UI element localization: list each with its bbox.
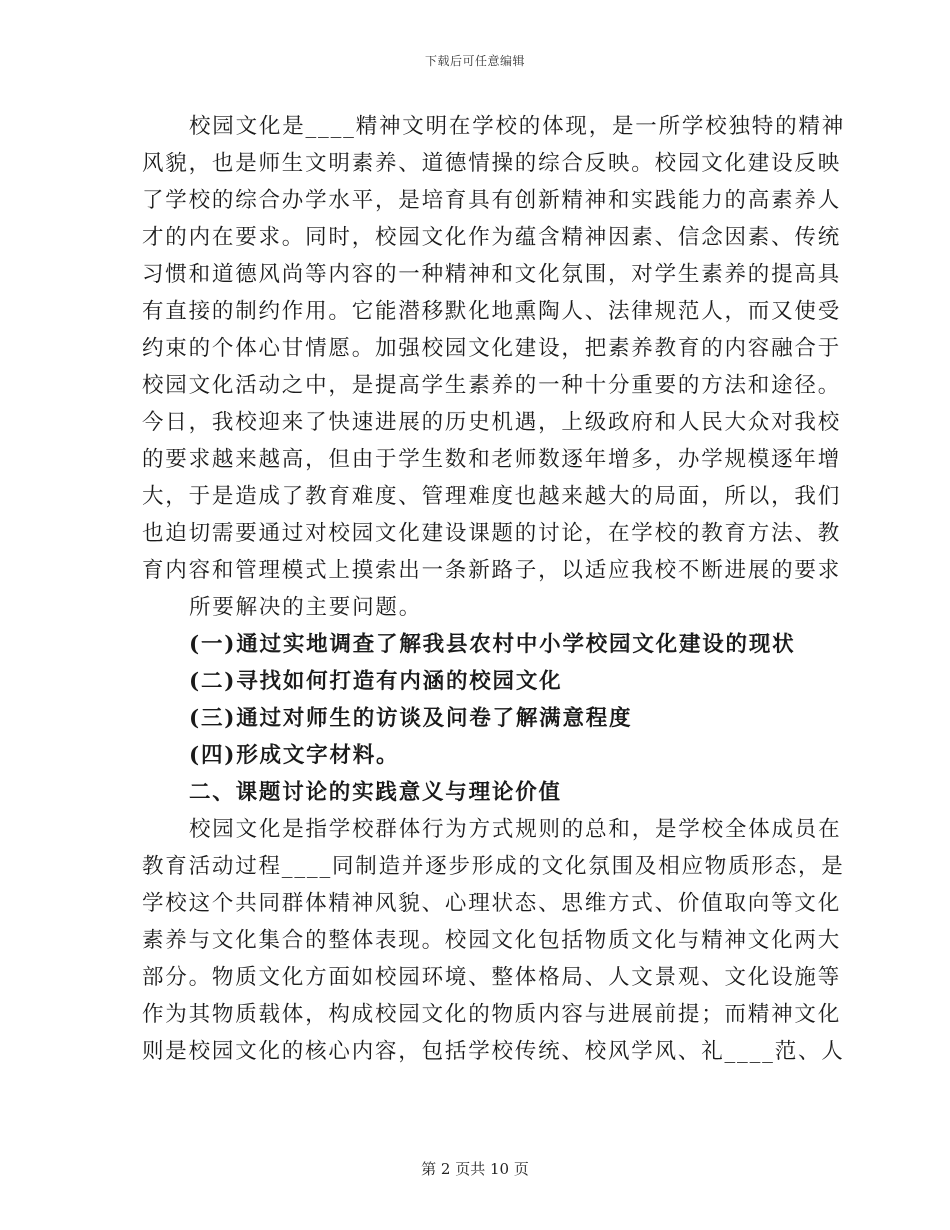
paragraph-line: 大，于是造成了教育难度、管理难度也越来越大的局面，所以，我们 (142, 484, 842, 509)
paragraph-line: 今日，我校迎来了快速进展的历史机遇，上级政府和人民大众对我校 (142, 410, 842, 435)
paragraph-line: 则是校园文化的核心内容，包括学校传统、校风学风、礼____范、人 (142, 1039, 845, 1064)
list-item: (二)寻找如何打造有内涵的校园文化 (189, 669, 563, 694)
paragraph-line: 育内容和管理模式上摸索出一条新路子，以适应我校不断进展的要求 (142, 558, 842, 583)
paragraph-line: 学校这个共同群体精神风貌、心理状态、思维方式、价值取向等文化 (142, 891, 842, 916)
paragraph-line: 校园文化是____精神文明在学校的体现，是一所学校独特的精神 (189, 114, 846, 139)
paragraph-line: 的要求越来越高，但由于学生数和老师数逐年增多，办学规模逐年增 (142, 447, 842, 472)
paragraph-line: 有直接的制约作用。它能潜移默化地熏陶人、法律规范人，而又使受 (142, 299, 842, 324)
paragraph-line: 所要解决的主要问题。 (189, 595, 423, 620)
list-item: (三)通过对师生的访谈及问卷了解满意程度 (189, 706, 633, 731)
page-header: 下载后可任意编辑 (424, 54, 525, 68)
paragraph-line: 约束的个体心甘情愿。加强校园文化建设，把素养教育的内容融合于 (142, 336, 842, 361)
paragraph-line: 校园文化是指学校群体行为方式规则的总和，是学校全体成员在 (189, 817, 842, 842)
document-body (142, 108, 846, 1070)
paragraph-line: 校园文化活动之中，是提高学生素养的一种十分重要的方法和途径。 (142, 373, 842, 398)
paragraph-line: 作为其物质载体，构成校园文化的物质内容与进展前提；而精神文化 (142, 1002, 842, 1027)
paragraph-line: 才的内在要求。同时，校园文化作为蕴含精神因素、信念因素、传统 (142, 225, 842, 250)
list-item: (一)通过实地调查了解我县农村中小学校园文化建设的现状 (189, 632, 796, 657)
list-item: (四)形成文字材料。 (189, 743, 400, 768)
paragraph-line: 素养与文化集合的整体表现。校园文化包括物质文化与精神文化两大 (142, 928, 842, 953)
paragraph-line: 教育活动过程____同制造并逐步形成的文化氛围及相应物质形态，是 (142, 854, 845, 879)
section-heading: 二、课题讨论的实践意义与理论价值 (189, 780, 562, 805)
paragraph-line: 部分。物质文化方面如校园环境、整体格局、人文景观、文化设施等 (142, 965, 842, 990)
paragraph-line: 了学校的综合办学水平，是培育具有创新精神和实践能力的高素养人 (142, 188, 842, 213)
paragraph-line: 也迫切需要通过对校园文化建设课题的讨论，在学校的教育方法、教 (142, 521, 842, 546)
paragraph-line: 风貌，也是师生文明素养、道德情操的综合反映。校园文化建设反映 (142, 151, 842, 176)
paragraph-line: 习惯和道德风尚等内容的一种精神和文化氛围，对学生素养的提高具 (142, 262, 842, 287)
page-footer: 第 2 页共 10 页 (421, 1160, 529, 1178)
